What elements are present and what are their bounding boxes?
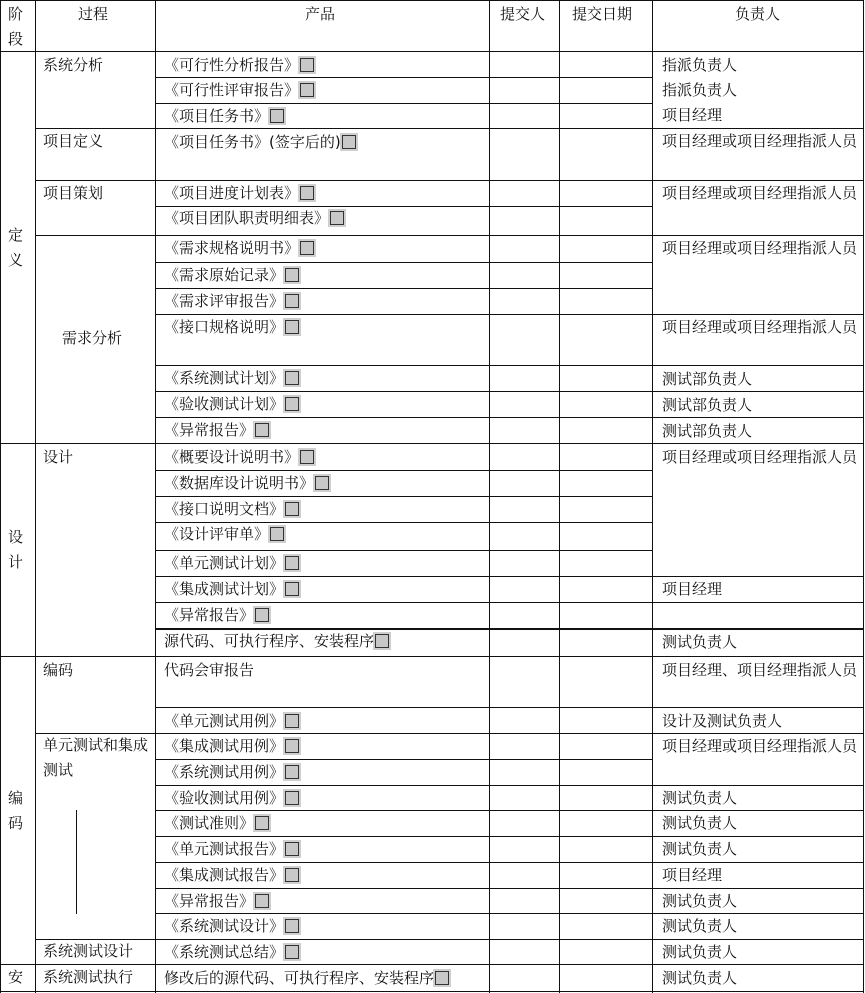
owner-cell: 项目经理、项目经理指派人员 <box>662 661 858 679</box>
checkbox-icon[interactable] <box>285 765 299 779</box>
product-label: 《可行性评审报告》 <box>164 81 300 99</box>
bracket-line <box>76 810 77 914</box>
checkbox-icon[interactable] <box>285 739 299 753</box>
product-item <box>164 968 449 988</box>
checkbox-icon[interactable] <box>285 320 299 334</box>
owner-cell: 项目经理或项目经理指派人员 <box>662 318 858 336</box>
product-label: 《集成测试用例》 <box>164 737 285 755</box>
owner-cell: 项目经理或项目经理指派人员 <box>662 737 858 755</box>
owner-cell: 测试负责人 <box>662 943 738 961</box>
product-label: 修改后的源代码、可执行程序、安装程序 <box>164 969 435 987</box>
process-project-definition: 项目定义 <box>43 132 104 150</box>
product-item <box>164 55 314 75</box>
product-label: 《接口说明文档》 <box>164 500 285 518</box>
product-label: 代码会审报告 <box>164 661 255 679</box>
checkbox-icon[interactable] <box>285 268 299 282</box>
checkbox-icon[interactable] <box>285 945 299 959</box>
owner-cell: 测试负责人 <box>662 840 738 858</box>
checkbox-icon[interactable] <box>285 919 299 933</box>
owner-cell: 项目经理或项目经理指派人员 <box>662 184 858 202</box>
product-label: 《概要设计说明书》 <box>164 448 300 466</box>
product-label: 《单元测试计划》 <box>164 554 285 572</box>
grid-line <box>155 862 864 863</box>
product-item <box>164 916 299 936</box>
header-product: 产品 <box>305 5 336 23</box>
product-label: 《系统测试计划》 <box>164 369 285 387</box>
product-item <box>164 132 356 152</box>
owner-cell: 项目经理或项目经理指派人员 <box>662 448 858 466</box>
product-label: 《系统测试用例》 <box>164 763 285 781</box>
grid-line <box>155 836 864 837</box>
product-label: 《需求原始记录》 <box>164 266 285 284</box>
checkbox-icon[interactable] <box>285 502 299 516</box>
process-system-test-exec: 系统测试执行 <box>43 968 134 986</box>
grid-line <box>155 759 653 760</box>
product-label: 《集成测试报告》 <box>164 866 285 884</box>
grid-line <box>0 991 864 992</box>
header-owner: 负责人 <box>735 5 781 23</box>
grid-line <box>35 939 864 940</box>
product-item <box>164 813 269 833</box>
grid-line <box>0 0 1 993</box>
product-item <box>164 106 284 126</box>
grid-line <box>155 628 864 630</box>
owner-cell: 测试负责人 <box>662 789 738 807</box>
owner-cell: 测试部负责人 <box>662 370 753 388</box>
grid-line <box>155 810 864 811</box>
product-label: 《集成测试计划》 <box>164 580 285 598</box>
checkbox-icon[interactable] <box>285 714 299 728</box>
process-project-planning: 项目策划 <box>43 184 104 202</box>
grid-line <box>155 206 653 207</box>
grid-line <box>0 443 864 444</box>
product-item <box>164 473 329 493</box>
grid-line <box>155 576 864 577</box>
product-label: 《设计评审单》 <box>164 525 270 543</box>
grid-line <box>155 417 864 418</box>
grid-line <box>155 522 653 523</box>
owner-cell: 测试负责人 <box>662 969 738 987</box>
process-design: 设计 <box>43 448 74 466</box>
header-submit-date: 提交日期 <box>572 5 633 23</box>
product-label: 《项目任务书》 <box>164 107 270 125</box>
grid-line <box>0 0 864 1</box>
grid-line <box>155 288 653 289</box>
product-label: 《验收测试计划》 <box>164 395 285 413</box>
stage-design: 设计 <box>8 528 24 571</box>
product-item <box>164 291 299 311</box>
product-label: 《系统测试设计》 <box>164 917 285 935</box>
grid-line <box>155 391 864 392</box>
product-label: 《系统测试总结》 <box>164 943 285 961</box>
grid-line <box>155 602 864 603</box>
owner-cell: 指派负责人 <box>662 56 738 74</box>
checkbox-icon[interactable] <box>330 211 344 225</box>
product-item <box>164 891 269 911</box>
grid-line <box>155 77 490 78</box>
product-label: 《异常报告》 <box>164 606 255 624</box>
product-item <box>164 394 299 414</box>
checkbox-icon[interactable] <box>300 450 314 464</box>
product-label: 《项目团队职责明细表》 <box>164 209 330 227</box>
product-label: 《项目进度计划表》 <box>164 184 300 202</box>
product-item <box>164 420 269 440</box>
product-label: 《接口规格说明》 <box>164 318 285 336</box>
owner-cell: 测试负责人 <box>662 917 738 935</box>
product-item <box>164 942 299 962</box>
grid-line <box>155 262 653 263</box>
header-stage: 阶段 <box>8 5 24 48</box>
checkbox-icon[interactable] <box>315 476 329 490</box>
product-item <box>164 317 299 337</box>
product-item <box>164 579 299 599</box>
checkbox-icon[interactable] <box>285 868 299 882</box>
checkbox-icon[interactable] <box>255 816 269 830</box>
grid-line <box>155 365 864 366</box>
product-item <box>164 762 299 782</box>
checkbox-icon[interactable] <box>435 971 449 985</box>
product-label: 源代码、可执行程序、安装程序 <box>164 632 375 650</box>
product-item <box>164 208 344 228</box>
product-item <box>164 265 299 285</box>
stage-install: 安 <box>8 968 24 986</box>
checkbox-icon[interactable] <box>300 83 314 97</box>
process-requirements-analysis: 需求分析 <box>62 329 123 347</box>
product-item <box>164 368 299 388</box>
product-label: 《单元测试报告》 <box>164 840 285 858</box>
product-item <box>164 631 389 651</box>
product-label: 《需求规格说明书》 <box>164 239 300 257</box>
product-item <box>164 524 284 544</box>
header-process: 过程 <box>78 5 109 23</box>
owner-cell: 测试部负责人 <box>662 422 753 440</box>
owner-cell: 设计及测试负责人 <box>662 712 783 730</box>
product-label: 《验收测试用例》 <box>164 789 285 807</box>
grid-line <box>155 913 864 914</box>
checkbox-icon[interactable] <box>255 894 269 908</box>
product-label: 《需求评审报告》 <box>164 292 285 310</box>
checkbox-icon[interactable] <box>255 423 269 437</box>
product-item <box>164 238 314 258</box>
owner-cell: 指派负责人 <box>662 81 738 99</box>
product-item <box>164 553 299 573</box>
product-item <box>164 447 314 467</box>
process-coding: 编码 <box>43 661 74 679</box>
checkbox-icon[interactable] <box>300 186 314 200</box>
checkbox-icon[interactable] <box>285 791 299 805</box>
product-item <box>164 80 314 100</box>
product-item <box>164 788 299 808</box>
grid-line <box>155 103 490 104</box>
owner-cell: 项目经理 <box>662 106 723 124</box>
owner-cell: 项目经理或项目经理指派人员 <box>662 239 858 257</box>
checkbox-icon[interactable] <box>285 582 299 596</box>
product-label: 《测试准则》 <box>164 814 255 832</box>
product-label: 《异常报告》 <box>164 421 255 439</box>
checkbox-icon[interactable] <box>285 294 299 308</box>
checkbox-icon[interactable] <box>285 842 299 856</box>
grid-line <box>0 964 864 965</box>
product-label: 《数据库设计说明书》 <box>164 474 315 492</box>
product-label: 《可行性分析报告》 <box>164 56 300 74</box>
owner-cell: 测试负责人 <box>662 892 738 910</box>
owner-cell: 项目经理或项目经理指派人员 <box>662 132 858 150</box>
product-label: 《项目任务书》(签字后的) <box>164 133 341 151</box>
product-label: 《单元测试用例》 <box>164 712 285 730</box>
checkbox-icon[interactable] <box>285 556 299 570</box>
grid-line <box>155 785 864 786</box>
product-item <box>164 711 299 731</box>
product-item <box>164 736 299 756</box>
grid-line <box>155 470 653 471</box>
stage-definition: 定义 <box>8 226 24 269</box>
process-system-test-design: 系统测试设计 <box>43 942 134 960</box>
grid-line <box>0 51 864 52</box>
checkbox-icon[interactable] <box>300 241 314 255</box>
grid-line <box>155 888 864 889</box>
grid-line <box>0 656 864 657</box>
product-item <box>164 660 254 680</box>
process-unit-integration-test: 单元测试和集成测试 <box>43 736 149 779</box>
checkbox-icon[interactable] <box>285 371 299 385</box>
owner-cell: 测试负责人 <box>662 633 738 651</box>
grid-line <box>489 103 653 104</box>
grid-line <box>155 496 653 497</box>
header-submitter: 提交人 <box>500 5 546 23</box>
product-item <box>164 183 314 203</box>
owner-cell: 测试部负责人 <box>662 396 753 414</box>
product-item <box>164 865 299 885</box>
grid-line <box>155 707 864 708</box>
grid-line <box>155 550 653 551</box>
checkbox-icon[interactable] <box>342 135 356 149</box>
process-system-analysis: 系统分析 <box>43 56 104 74</box>
owner-cell: 项目经理 <box>662 866 723 884</box>
product-item <box>164 839 299 859</box>
grid-line <box>489 77 653 78</box>
checkbox-icon[interactable] <box>375 634 389 648</box>
product-item <box>164 499 299 519</box>
owner-cell: 项目经理 <box>662 580 723 598</box>
owner-cell: 测试负责人 <box>662 814 738 832</box>
checkbox-icon[interactable] <box>300 58 314 72</box>
checkbox-icon[interactable] <box>255 608 269 622</box>
product-label: 《异常报告》 <box>164 892 255 910</box>
product-item <box>164 605 269 625</box>
grid-line <box>35 0 36 993</box>
checkbox-icon[interactable] <box>270 109 284 123</box>
grid-line <box>863 0 864 993</box>
checkbox-icon[interactable] <box>285 397 299 411</box>
checkbox-icon[interactable] <box>270 527 284 541</box>
stage-coding: 编码 <box>8 789 24 832</box>
